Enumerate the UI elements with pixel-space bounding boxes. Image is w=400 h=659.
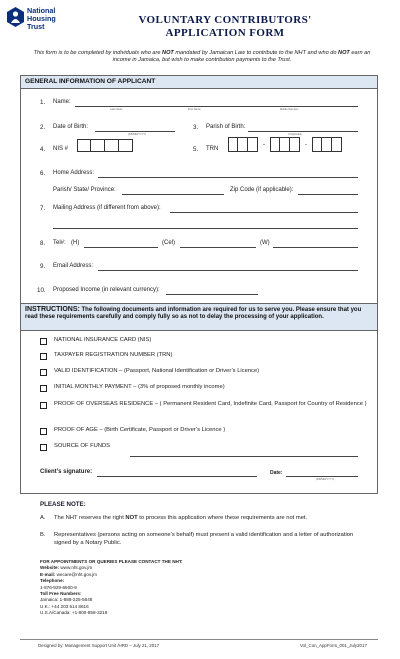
contact-block	[40, 559, 340, 617]
note-a-text	[54, 515, 366, 523]
checkbox[interactable]	[40, 338, 47, 345]
tel-home-label: (H)	[71, 240, 80, 246]
checklist-item	[40, 368, 370, 384]
tollfree-label: Toll Free Numbers:	[40, 591, 82, 597]
trn-box[interactable]	[228, 137, 238, 152]
trn-label: TRN	[206, 146, 219, 152]
nis-number: 4.	[40, 146, 46, 153]
org-name-line2: Housing	[27, 14, 56, 23]
intro-part3: earn an income in Jamaica, but wish to make contribution payments to the Trust.	[112, 50, 371, 64]
checklist-label: NATIONAL INSURANCE CARD (NIS)	[54, 337, 152, 343]
home-address-number: 6.	[40, 170, 46, 177]
checkbox[interactable]	[40, 428, 47, 435]
checklist-item	[40, 384, 370, 401]
tel-label: Tel#:	[53, 240, 66, 246]
income-number: 10.	[37, 287, 46, 294]
email-label: Email Address:	[53, 263, 94, 269]
trn-box[interactable]	[238, 137, 248, 152]
dob-field[interactable]	[95, 131, 175, 132]
org-name-line1: National	[27, 6, 56, 15]
general-info-header	[21, 75, 377, 89]
note-a-not: NOT	[125, 515, 138, 521]
first-name-hint: First Name	[188, 108, 201, 111]
general-info-heading: GENERAL INFORMATION OF APPLICANT	[25, 78, 156, 85]
form-title-line2: APPLICATION FORM	[165, 27, 285, 39]
nis-box[interactable]	[77, 139, 91, 152]
zip-code-field[interactable]	[298, 194, 358, 195]
trn-box[interactable]	[322, 137, 332, 152]
mailing-address-number: 7.	[40, 205, 46, 212]
mailing-address-field-line2[interactable]	[53, 228, 358, 229]
footer-form-code: Vol_Con_AppForm_001_July2017	[300, 643, 367, 648]
note-b-text: Representatives (persons acting on someone’s behalf) must present a valid identification and a letter of authorization signed by a Notary Public.	[54, 532, 354, 546]
signature-field[interactable]	[97, 476, 257, 477]
instructions-heading: INSTRUCTIONS:	[25, 306, 80, 313]
tollfree-usa: U.S.A/Canada: +1-800-858-3219	[40, 610, 108, 616]
instructions-text	[21, 304, 377, 323]
website-label: Website:	[40, 565, 60, 571]
intro-part2: mandated by Jamaican Law to contribute to the NHT and who do	[173, 50, 339, 56]
instructions-header	[21, 303, 377, 331]
name-field[interactable]	[75, 106, 358, 107]
source-of-funds-field[interactable]	[130, 456, 358, 457]
province-field[interactable]	[122, 194, 224, 195]
checklist-label: INITIAL MONTHLY PAYMENT – (3% of proposed monthly income)	[54, 384, 225, 390]
dob-number: 2.	[40, 124, 46, 131]
nht-logo-icon	[6, 6, 25, 28]
email-field[interactable]	[98, 270, 358, 271]
trn-box[interactable]	[248, 137, 258, 152]
signature-date-hint: (DD/MM/YYYY)	[316, 478, 335, 481]
intro-text	[28, 50, 376, 64]
checklist-item	[40, 401, 370, 427]
zip-code-label: Zip Code (if applicable):	[230, 187, 294, 193]
home-address-field[interactable]	[98, 177, 358, 178]
tel-number: 8.	[40, 240, 46, 247]
organization-name	[27, 7, 56, 31]
telephone-label: Telephone:	[40, 578, 65, 584]
intro-not1: NOT	[162, 50, 174, 56]
parish-hint: If Applicable	[288, 133, 302, 136]
checklist-item	[40, 337, 370, 352]
checklist-label: PROOF OF OVERSEAS RESIDENCE – ( Permanent Resident Card, Indefinite Card, Passport for Country of Residence )	[54, 401, 367, 407]
trn-box[interactable]	[332, 137, 342, 152]
tel-cel-field[interactable]	[180, 247, 256, 248]
checklist-label: PROOF OF AGE – (Birth Certificate, Passport or Driver’s Licence )	[54, 427, 226, 433]
checkbox[interactable]	[40, 353, 47, 360]
nis-boxes[interactable]	[77, 139, 133, 152]
note-b-letter: B.	[40, 532, 46, 538]
email-number: 9.	[40, 263, 46, 270]
website-link[interactable]: www.nht.gov.jm	[60, 565, 93, 571]
tel-work-label: (W)	[260, 240, 270, 246]
note-heading: PLEASE NOTE:	[40, 501, 86, 508]
tollfree-uk: U.K.: +44 203 514 8616	[40, 603, 89, 609]
trn-boxes[interactable]	[228, 137, 360, 152]
trn-box[interactable]	[280, 137, 290, 152]
dob-label: Date of Birth:	[53, 124, 89, 130]
parish-label: Parish of Birth:	[206, 124, 246, 130]
note-a-letter: A.	[40, 515, 46, 521]
trn-dash: -	[263, 141, 265, 148]
tel-work-field[interactable]	[273, 247, 358, 248]
checklist-label: VALID IDENTIFICATION – (Passport, National Identification or Driver’s Licence)	[54, 368, 260, 374]
tel-home-field[interactable]	[84, 247, 158, 248]
signature-label: Client’s signature:	[40, 469, 93, 475]
contact-email-label: E-mail:	[40, 571, 56, 577]
income-field[interactable]	[166, 294, 258, 295]
signature-date-label: Date:	[270, 470, 283, 476]
parish-field[interactable]	[248, 131, 358, 132]
org-name-line3: Trust	[27, 22, 45, 31]
footer-designed-by: Designed by: Management Support Unit /HRD – July 21, 2017	[38, 643, 160, 648]
checkbox[interactable]	[40, 369, 47, 376]
requirements-checklist	[40, 337, 370, 459]
note-a-part1: The NHT reserves the right	[54, 515, 126, 521]
form-title-line1: VOLUNTARY CONTRIBUTORS'	[138, 14, 312, 26]
contact-email-link[interactable]: wecare@nht.gov.jm	[56, 571, 97, 577]
home-address-label: Home Address:	[53, 170, 95, 176]
name-label: Name:	[53, 99, 71, 105]
trn-box[interactable]	[270, 137, 280, 152]
nis-box[interactable]	[119, 139, 133, 152]
income-label: Proposed Income (in relevant currency):	[53, 287, 160, 293]
nis-label: NIS #	[53, 146, 69, 152]
telephone-number: 1-876-929-6500-9	[40, 584, 77, 590]
instructions-body: The following documents and information are required for us to serve you. Please ensure that you read these requirements carefully and comply fully so as not to delay the processing of your application.	[25, 307, 362, 321]
signature-date-field[interactable]	[286, 476, 358, 477]
name-number: 1.	[40, 99, 46, 106]
checkbox[interactable]	[40, 402, 47, 409]
checklist-item	[40, 352, 370, 368]
parish-number: 3.	[193, 124, 199, 131]
tel-cel-label: (Cel)	[162, 240, 175, 246]
footer-divider	[20, 639, 378, 640]
note-a-part2: to process this application where these requirements are not met.	[137, 515, 308, 521]
checklist-item	[40, 427, 370, 443]
trn-number: 5.	[193, 146, 199, 153]
mailing-address-field[interactable]	[170, 212, 358, 213]
checkbox[interactable]	[40, 385, 47, 392]
middle-name-hint: Middle Name(s)	[280, 108, 299, 111]
province-label: Parish/ State/ Province:	[53, 187, 116, 193]
trn-box[interactable]	[290, 137, 300, 152]
nis-box[interactable]	[105, 139, 119, 152]
trn-dash: -	[305, 141, 307, 148]
checkbox[interactable]	[40, 444, 47, 451]
mailing-address-label: Mailing Address (if different from above):	[53, 205, 161, 211]
nis-box[interactable]	[91, 139, 105, 152]
intro-not2: NOT	[338, 50, 350, 56]
contact-heading: FOR APPOINTMENTS OR QUERIES PLEASE CONTACT THE NHT:	[40, 559, 183, 564]
intro-part1: This form is to be completed by individuals who are	[33, 50, 163, 56]
tollfree-jamaica: Jamaica: 1-888-225-5648	[40, 597, 93, 603]
dob-hint: (DD/MM/YYYY)	[128, 133, 147, 136]
last-name-hint: Last Name	[110, 108, 123, 111]
trn-box[interactable]	[312, 137, 322, 152]
checklist-label: SOURCE OF FUNDS	[54, 443, 111, 449]
checklist-label: TAXPAYER REGISTRATION NUMBER (TRN)	[54, 352, 173, 358]
